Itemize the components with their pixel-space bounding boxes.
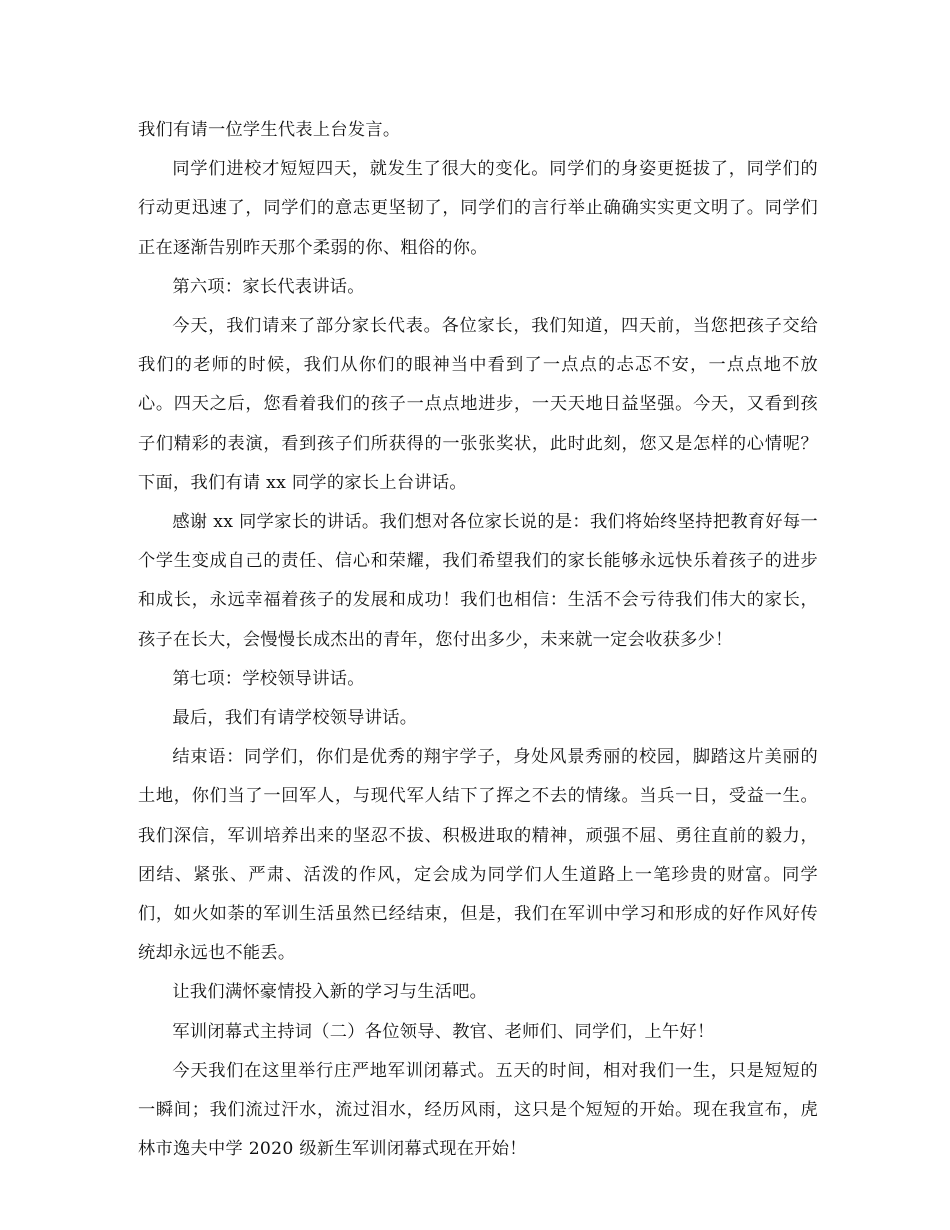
- paragraph-closing-call: 让我们满怀豪情投入新的学习与生活吧。: [172, 982, 488, 1003]
- paragraph-student-change: 同学们进校才短短四天，就发生了很大的变化。同学们的身姿更挺拔了，同学们的行动更迅速了，同学们的意志更坚韧了，同学们的言行举止确确实实更文明了。同学们正在逐渐告别昨天那个柔弱的你、粗俗的你。: [138, 159, 818, 258]
- paragraph-item-six-heading: 第六项：家长代表讲话。: [172, 276, 365, 297]
- paragraph-parent-thanks: 感谢 xx 同学家长的讲话。我们想对各位家长说的是：我们将始终坚持把教育好每一个学生变成自己的责任、信心和荣耀，我们希望我们的家长能够永远快乐着孩子的进步和成长，永远幸福着孩子的发展和成功！我们也相信：生活不会亏待我们伟大的家长，孩子在长大，会慢慢长成杰出的青年，您付出多少，未来就一定会收获多少！: [138, 512, 818, 650]
- paragraph-parent-intro: 今天，我们请来了部分家长代表。各位家长，我们知道，四天前，当您把孩子交给我们的老师的时候，我们从你们的眼神当中看到了一点点的忐忑不安，一点点地不放心。四天之后，您看着我们的孩子一点点地进步，一天天地日益坚强。今天，又看到孩子们精彩的表演，看到孩子们所获得的一张张奖状，此时此刻，您又是怎样的心情呢？下面，我们有请 xx 同学的家长上台讲话。: [138, 316, 818, 493]
- paragraph-closing-remarks: 结束语：同学们，你们是优秀的翔宇学子，身处风景秀丽的校园，脚踏这片美丽的土地，你们当了一回军人，与现代军人结下了挥之不去的情缘。当兵一日，受益一生。我们深信，军训培养出来的坚忍不拔、积极进取的精神，顽强不屈、勇往直前的毅力，团结、紧张、严肃、活泼的作风，定会成为同学们人生道路上一笔珍贵的财富。同学们，如火如荼的军训生活虽然已经结束，但是，我们在军训中学习和形成的好作风好传统却永远也不能丢。: [138, 747, 818, 964]
- document-body: [138, 111, 818, 1169]
- paragraph-item-seven-heading: 第七项：学校领导讲话。: [172, 668, 365, 689]
- paragraph-leader-invite: 最后，我们有请学校领导讲话。: [172, 708, 418, 729]
- paragraph-ceremony-open: 今天我们在这里举行庄严地军训闭幕式。五天的时间，相对我们一生，只是短短的一瞬间；我们流过汗水，流过泪水，经历风雨，这只是个短短的开始。现在我宣布，虎林市逸夫中学 2020 级新生军训闭幕式现在开始！: [138, 1060, 818, 1160]
- paragraph-script-two-title: 军训闭幕式主持词（二）各位领导、教官、老师们、同学们，上午好！: [172, 1021, 715, 1042]
- paragraph-student-rep: 我们有请一位学生代表上台发言。: [138, 120, 401, 140]
